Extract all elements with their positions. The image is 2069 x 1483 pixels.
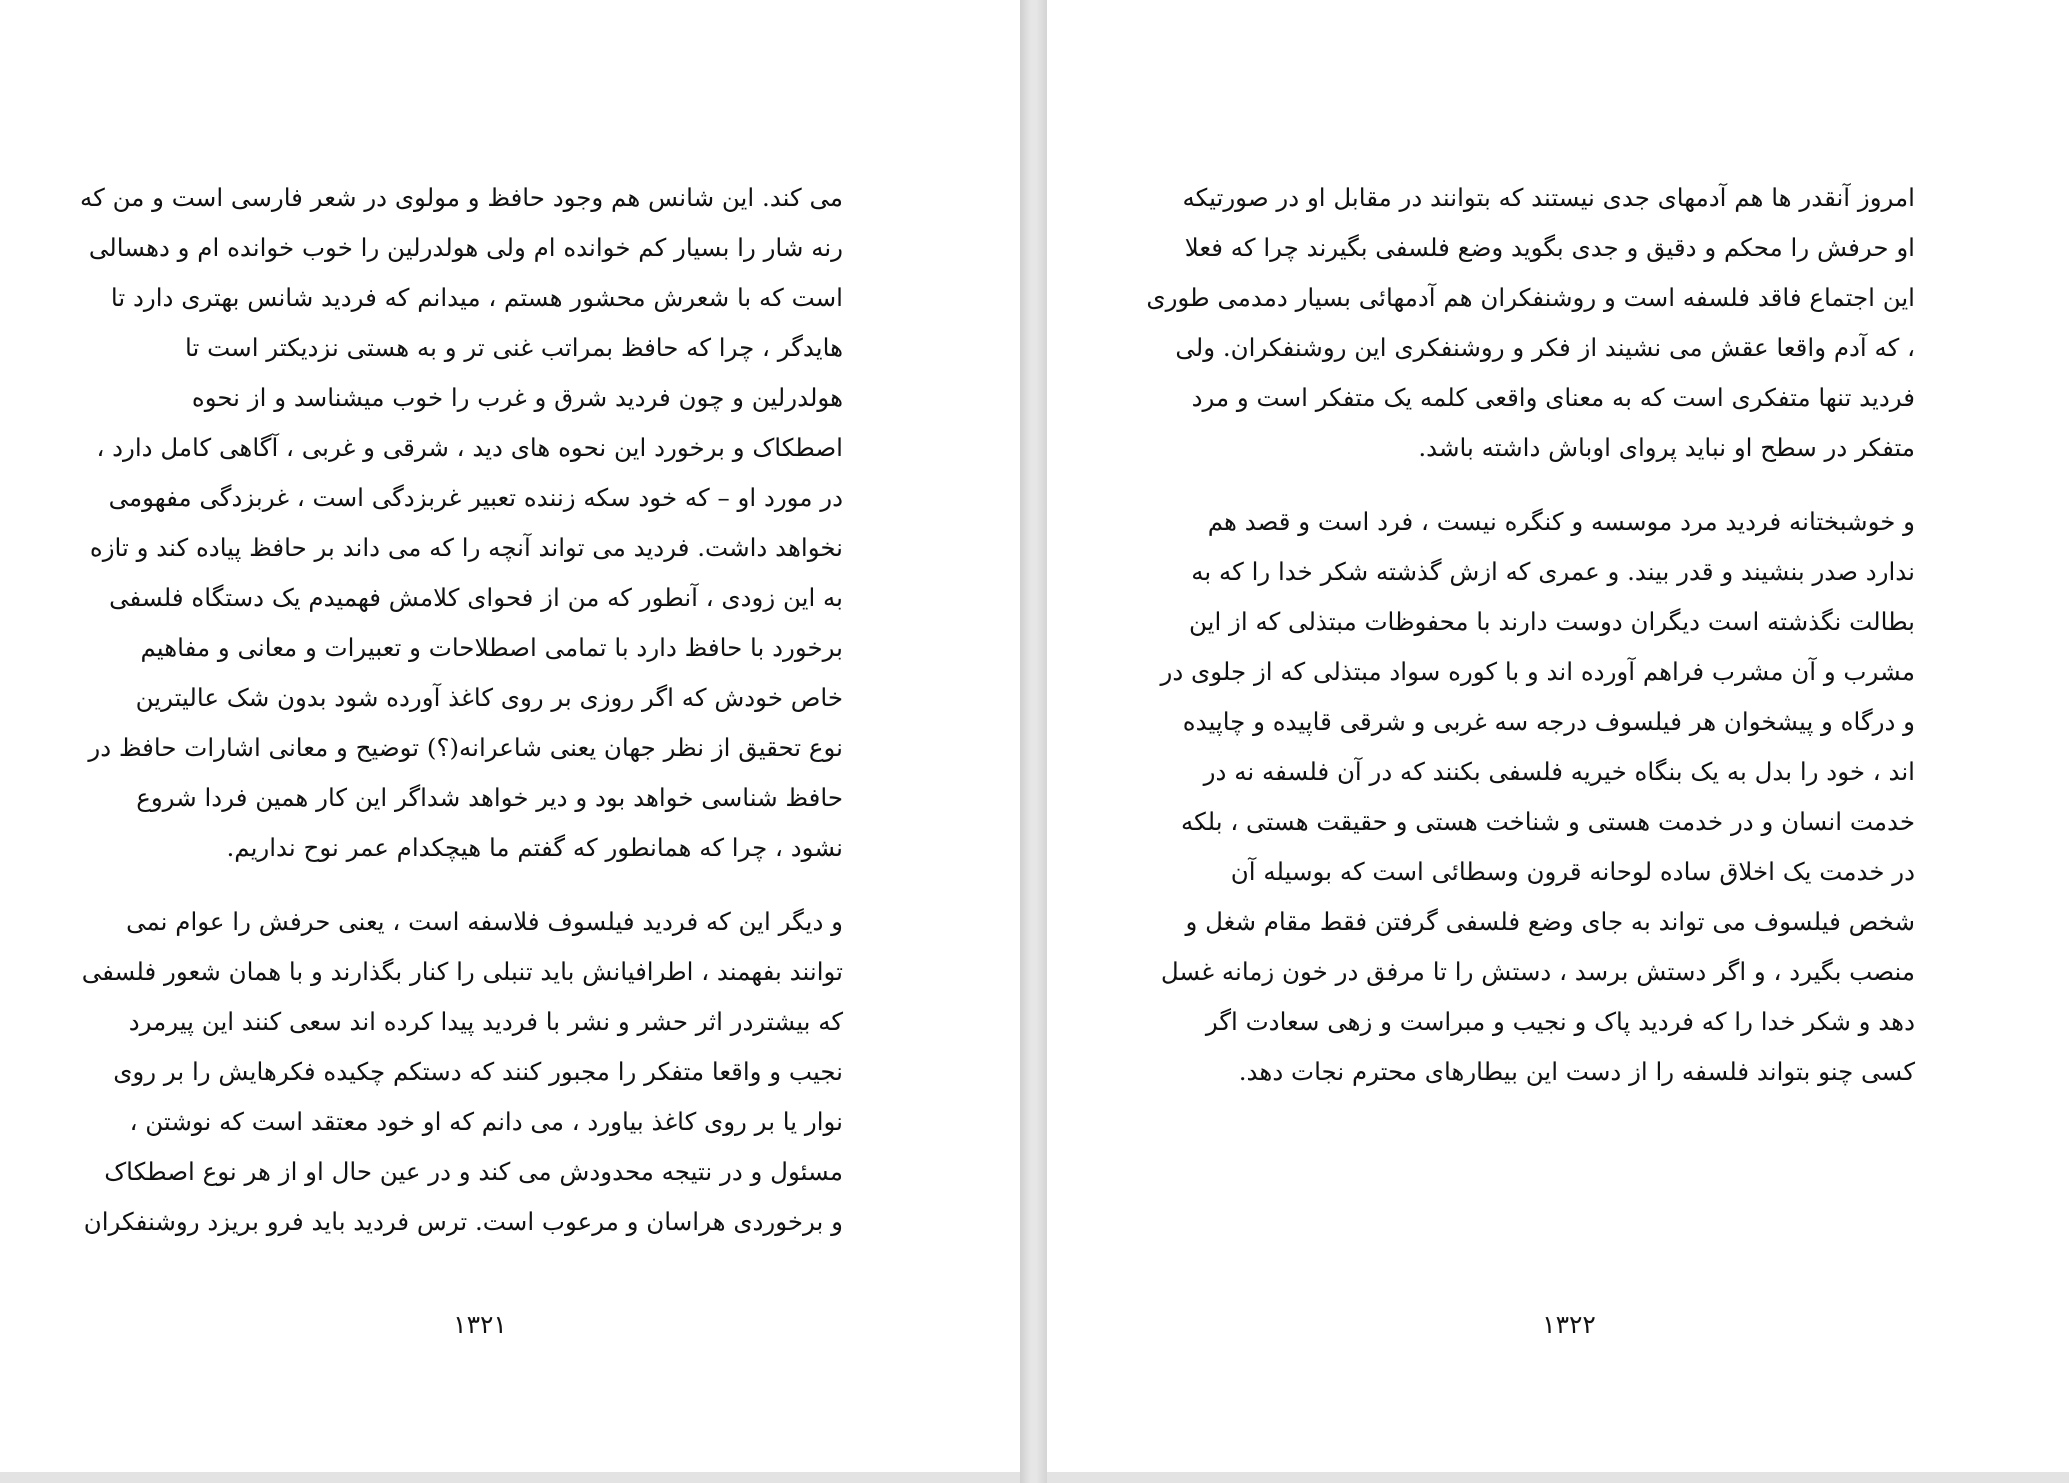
text-line: شخص فیلسوف می تواند به جای وضع فلسفی گرفتن فقط مقام شغل و bbox=[1185, 907, 1915, 936]
text-line: در خدمت یک اخلاق ساده لوحانه قرون وسطائی است که بوسیله آن bbox=[1230, 857, 1915, 886]
text-line: که بیشتردر اثر حشر و نشر با فردید پیدا کرده اند سعی کنند این پیرمرد bbox=[128, 1007, 843, 1036]
text-line: فردید تنها متفکری است که به معنای واقعی کلمه یک متفکر است و مرد bbox=[1191, 383, 1915, 412]
text-line: متفکر در سطح او نباید پروای اوباش داشته باشد. bbox=[1418, 433, 1915, 462]
text-line: و خوشبختانه فردید مرد موسسه و کنگره نیست ، فرد است و قصد هم bbox=[1207, 507, 1915, 536]
page-number: ۱۳۲۱ bbox=[453, 1310, 507, 1339]
page-text bbox=[1146, 173, 1915, 1121]
text-line: اصطکاک و برخورد این نحوه های دید ، شرقی و غربی ، آگاهی کامل دارد ، bbox=[96, 433, 843, 462]
text-line: اند ، خود را بدل به یک بنگاه خیریه فلسفی بکنند که در آن فلسفه نه در bbox=[1203, 757, 1915, 786]
text-line: ندارد صدر بنشیند و قدر بیند. و عمری که ازش گذشته شکر خدا را که به bbox=[1191, 557, 1915, 586]
text-line: او حرفش را محکم و دقیق و جدی بگوید وضع فلسفی بگیرند چرا که فعلا bbox=[1184, 233, 1915, 262]
text-line: مسئول و در نتیجه محدودش می کند و در عین حال او از هر نوع اصطکاک bbox=[104, 1157, 843, 1186]
text-line: برخورد با حافظ دارد با تمامی اصطلاحات و تعبیرات و معانی و مفاهیم bbox=[140, 633, 843, 662]
text-line: هایدگر ، چرا که حافظ بمراتب غنی تر و به هستی نزدیکتر است تا bbox=[185, 333, 843, 362]
text-line: نوع تحقیق از نظر جهان یعنی شاعرانه(؟) توضیح و معانی اشارات حافظ در bbox=[88, 733, 843, 762]
text-line: خاص خودش که اگر روزی بر روی کاغذ آورده شود بدون شک عالیترین bbox=[135, 683, 843, 712]
paragraph bbox=[79, 173, 843, 873]
text-line: نوار یا بر روی کاغذ بیاورد ، می دانم که او خود معتقد است که نوشتن ، bbox=[129, 1107, 843, 1136]
text-line: حافظ شناسی خواهد بود و دیر خواهد شداگر این کار همین فردا شروع bbox=[136, 783, 843, 812]
text-line: دهد و شکر خدا را که فردید پاک و نجیب و مبراست و زهی سعادت اگر bbox=[1205, 1007, 1915, 1036]
page-right bbox=[1047, 0, 2069, 1472]
paragraph bbox=[81, 897, 843, 1247]
text-line: و دیگر این که فردید فیلسوف فلاسفه است ، یعنی حرفش را عوام نمی bbox=[126, 907, 843, 936]
text-line: رنه شار را بسیار کم خوانده ام ولی هولدرلین را خوب خوانده ام و دهسالی bbox=[88, 233, 843, 262]
text-line: به این زودی ، آنطور که من از فحوای کلامش فهمیدم یک دستگاه فلسفی bbox=[109, 583, 843, 612]
text-line: این اجتماع فاقد فلسفه است و روشنفکران هم آدمهائی بسیار دمدمی طوری bbox=[1146, 283, 1915, 312]
page-number: ۱۳۲۲ bbox=[1542, 1310, 1596, 1339]
paragraph bbox=[1146, 173, 1915, 473]
text-line: هولدرلین و چون فردید شرق و غرب را خوب میشناسد و از نحوه bbox=[191, 383, 843, 412]
text-line: می کند. این شانس هم وجود حافظ و مولوی در شعر فارسی است و من که bbox=[79, 183, 843, 212]
text-line: نجیب و واقعا متفکر را مجبور کنند که دستکم چکیده فکرهایش را بر روی bbox=[113, 1057, 843, 1086]
page-text bbox=[79, 173, 843, 1271]
text-line: خدمت انسان و در خدمت هستی و شناخت هستی و حقیقت هستی ، بلکه bbox=[1180, 807, 1915, 836]
page-gutter bbox=[1020, 0, 1047, 1483]
page-left bbox=[0, 0, 1020, 1472]
text-line: نخواهد داشت. فردید می تواند آنچه را که می داند بر حافظ پیاده کند و تازه bbox=[89, 533, 843, 562]
text-line: توانند بفهمند ، اطرافیانش باید تنبلی را کنار بگذارند و با همان شعور فلسفی bbox=[81, 957, 843, 986]
text-line: و برخوردی هراسان و مرعوب است. ترس فردید باید فرو بریزد روشنفکران bbox=[83, 1207, 843, 1236]
text-line: در مورد او – که خود سکه زننده تعبیر غربزدگی است ، غربزدگی مفهومی bbox=[108, 483, 843, 512]
text-line: و درگاه و پیشخوان هر فیلسوف درجه سه غربی و شرقی قاپیده و چاپیده bbox=[1182, 707, 1915, 736]
paragraph bbox=[1160, 497, 1915, 1097]
text-line: ، که آدم واقعا عقش می نشیند از فکر و روشنفکری این روشنفکران. ولی bbox=[1175, 333, 1915, 362]
text-line: امروز آنقدر ها هم آدمهای جدی نیستند که بتوانند در مقابل او در صورتیکه bbox=[1182, 183, 1915, 212]
text-line: کسی چنو بتواند فلسفه را از دست این بیطارهای محترم نجات دهد. bbox=[1238, 1057, 1915, 1086]
text-line: منصب بگیرد ، و اگر دستش برسد ، دستش را تا مرفق در خون زمانه غسل bbox=[1160, 957, 1915, 986]
text-line: مشرب و آن مشرب فراهم آورده اند و با کوره سواد مبتذلی که از جلوی در bbox=[1160, 657, 1915, 686]
text-line: است که با شعرش محشور هستم ، میدانم که فردید شانس بهتری دارد تا bbox=[110, 283, 843, 312]
text-line: نشود ، چرا که همانطور که گفتم ما هیچکدام عمر نوح نداریم. bbox=[226, 833, 843, 862]
text-line: بطالت نگذشته است دیگران دوست دارند با محفوظات مبتذلی که از این bbox=[1188, 607, 1915, 636]
